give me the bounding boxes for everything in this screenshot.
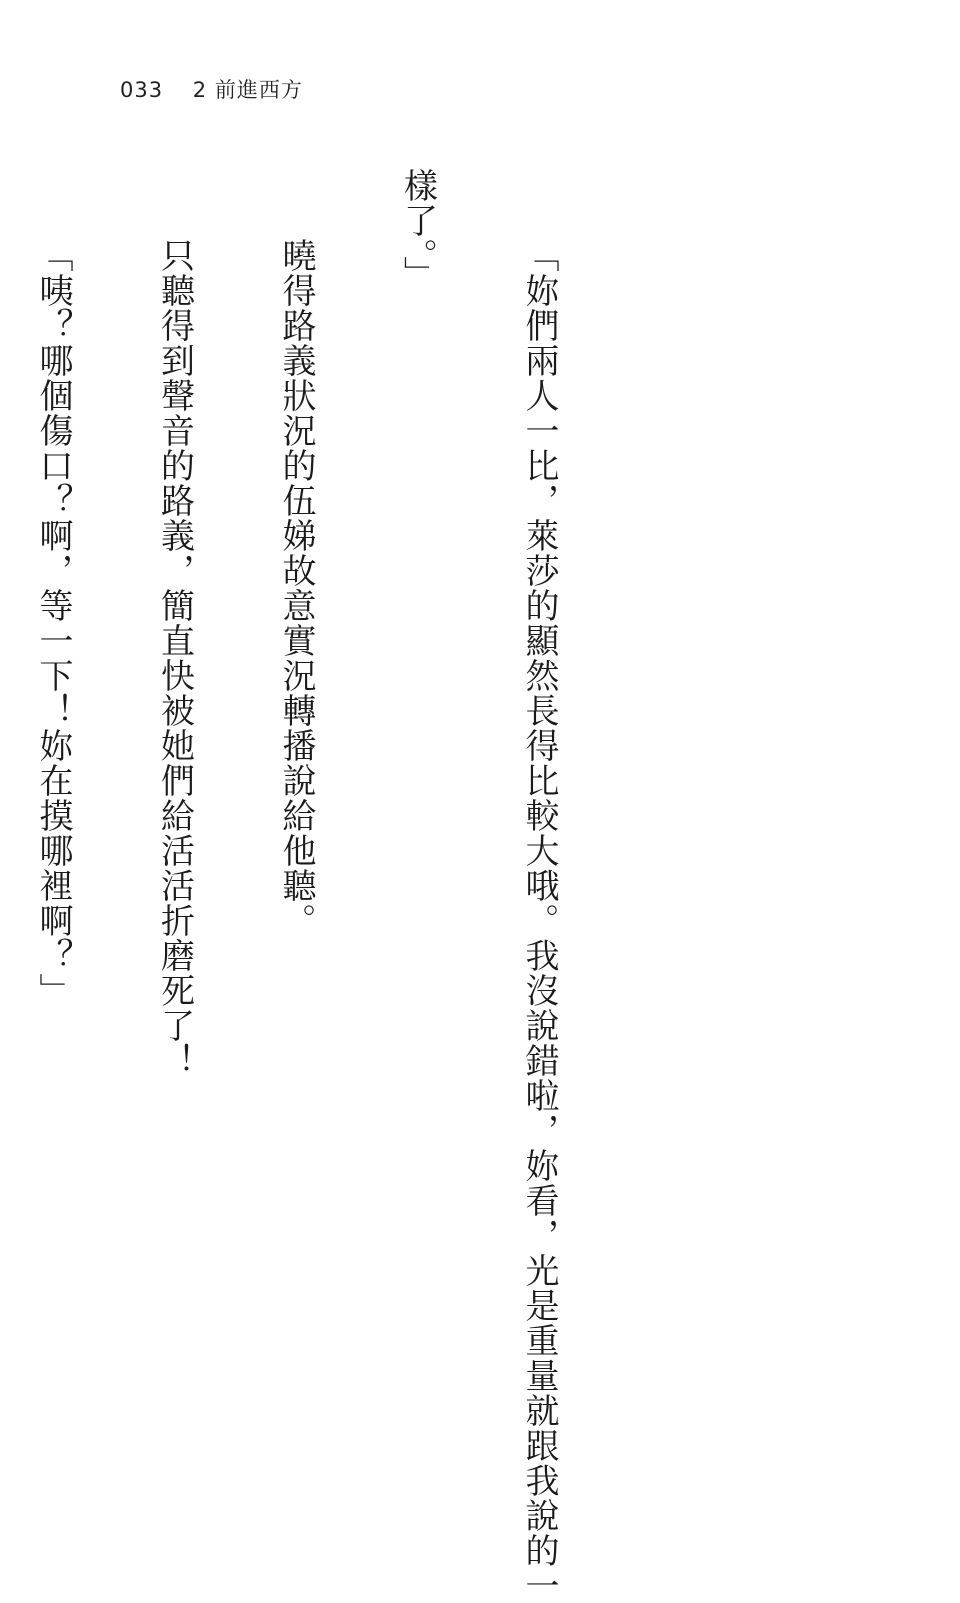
- page-number: 033: [120, 78, 164, 102]
- text-line: 曉得路義狀況的伍娣故意實況轉播說給他聽。: [276, 238, 316, 938]
- body-text: [0, 168, 640, 1603]
- chapter-title: 2 前進西方: [192, 78, 303, 102]
- text-line: 樣了。」: [397, 168, 438, 291]
- text-line: 「咦？哪個傷口？啊，等一下！妳在摸哪裡啊？」: [33, 238, 73, 1008]
- page-header: [120, 74, 303, 104]
- text-line: 只聽得到聲音的路義，簡直快被她們給活活折磨死了！: [154, 238, 195, 1078]
- text-line: 「妳們兩人一比，萊莎的顯然長得比較大哦。我沒說錯啦，妳看，光是重量就跟我說的一: [519, 238, 559, 1603]
